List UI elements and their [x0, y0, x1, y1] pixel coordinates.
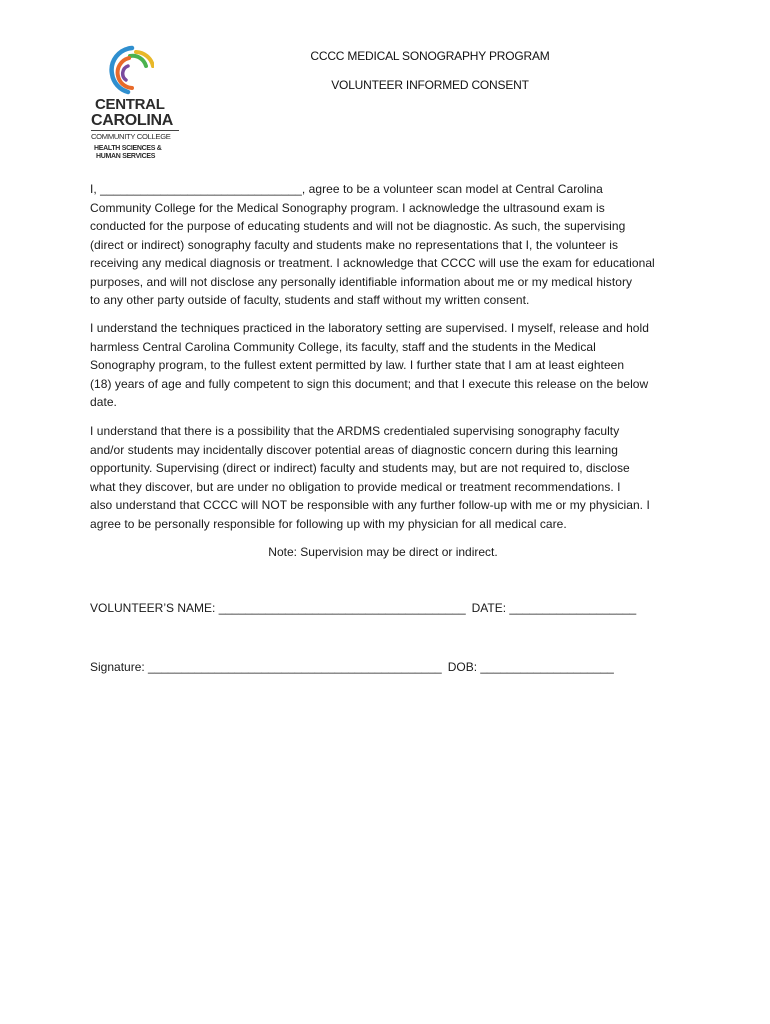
paragraph-line: (18) years of age and fully competent to sign this document; and that I execute this release on the below [90, 376, 649, 391]
date-field[interactable]: DATE: ___________________ [471, 601, 637, 615]
paragraph-line: harmless Central Carolina Community College, its faculty, staff and the students in the Medical [90, 339, 596, 354]
paragraph-line: (direct or indirect) sonography faculty and students make no representations that I, the volunteer is [90, 237, 618, 252]
paragraph-line: opportunity. Supervising (direct or indirect) faculty and students may, but are not required to, disclose [90, 461, 630, 475]
paragraph-line: agree to be personally responsible for following up with my physician for all medical care. [90, 516, 567, 531]
logo-word-central: CENTRAL [95, 96, 165, 113]
signature-row [90, 660, 614, 674]
paragraph-line: conducted for the purpose of educating students and will not be diagnostic. As such, the supervising [90, 219, 626, 233]
paragraph-line: what they discover, but are under no obligation to provide medical or treatment recommendations. I [90, 479, 621, 494]
paragraph-line: Sonography program, to the fullest extent permitted by law. I further state that I am at least eighteen [90, 358, 625, 372]
paragraph-line: Community College for the Medical Sonography program. I acknowledge the ultrasound exam is [90, 200, 605, 215]
paragraph-line: purposes, and will not disclose any personally identifiable information about me or my medical history [90, 274, 633, 289]
document-title: CCCC MEDICAL SONOGRAPHY PROGRAM [310, 49, 550, 63]
logo-word-community-college: COMMUNITY COLLEGE [91, 132, 171, 141]
paragraph-line: and/or students may incidentally discover potential areas of diagnostic concern during this learning [90, 442, 618, 457]
logo-word-carolina: CAROLINA [91, 112, 174, 129]
college-logo [88, 44, 184, 162]
supervision-note: Note: Supervision may be direct or indirect. [268, 545, 498, 559]
paragraph-line: also understand that CCCC will NOT be responsible with any further follow-up with me or my physician. I [90, 498, 650, 512]
logo-word-health-sciences: HEALTH SCIENCES & [94, 145, 162, 152]
volunteer-name-field[interactable]: VOLUNTEER’S NAME: _____________________________________ [90, 601, 466, 615]
volunteer-name-row [90, 601, 636, 615]
paragraph-line: date. [90, 395, 117, 409]
logo-divider [91, 130, 179, 131]
document-subtitle: VOLUNTEER INFORMED CONSENT [331, 78, 529, 92]
logo-word-human-services: HUMAN SERVICES [96, 153, 156, 160]
paragraph-line: receiving any medical diagnosis or treatment. I acknowledge that CCCC will use the exam for educational [90, 256, 655, 270]
paragraph-line: I understand that there is a possibility that the ARDMS credentialed supervising sonography faculty [90, 424, 620, 438]
swirl-logo-icon [106, 44, 154, 96]
paragraph-release [90, 319, 690, 412]
paragraph-line: I, ______________________________, agree to be a volunteer scan model at Central Carolina [90, 182, 603, 196]
paragraph-line: to any other party outside of faculty, students and staff without my written consent. [90, 293, 530, 307]
paragraph-incidental-findings [90, 422, 690, 533]
dob-field[interactable]: DOB: ____________________ [447, 660, 614, 674]
paragraph-line: I understand the techniques practiced in the laboratory setting are supervised. I myself, release and hold [90, 321, 649, 335]
signature-field[interactable]: Signature: ____________________________________________ [90, 660, 442, 674]
paragraph-consent [90, 180, 690, 310]
